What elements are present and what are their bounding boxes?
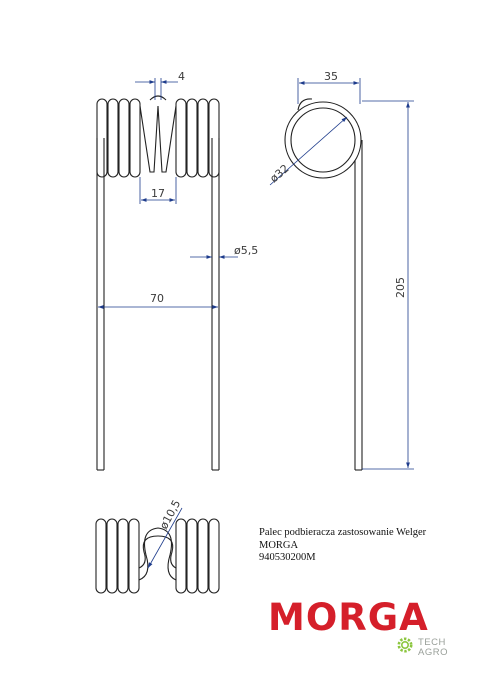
logo-tagline	[418, 638, 448, 658]
dim-wire-diameter: ø5,5	[234, 244, 259, 257]
bottom-view	[96, 519, 219, 593]
logo-wordmark: MORGA	[268, 596, 429, 639]
side-coil-outer	[285, 102, 361, 178]
part-caption	[259, 527, 426, 565]
caption-description: Palec podbieracza zastosowanie Welger	[259, 527, 427, 538]
front-center-bridge	[140, 106, 158, 172]
dim-coil-gap: 4	[178, 70, 185, 83]
side-coil-inner	[291, 108, 355, 172]
bottom-right-coil	[176, 519, 219, 593]
gear-icon	[396, 636, 414, 654]
front-view	[97, 96, 219, 470]
dim-hook-diameter: ø10,5	[157, 497, 184, 532]
caption-brand: MORGA	[259, 539, 299, 551]
side-view	[285, 99, 362, 470]
dim-total-height: 205	[394, 277, 407, 298]
dim-leg-spacing: 70	[150, 292, 164, 305]
logo-tagline-agro: AGRO	[418, 647, 448, 658]
caption-part-number: 940530200M	[259, 552, 316, 563]
bottom-left-coil	[96, 519, 139, 593]
logo-tagline-tech: TECH	[418, 637, 446, 648]
dim-leg-spacing-inner: 17	[151, 187, 165, 200]
dim-coil-width: 35	[324, 70, 338, 83]
morga-logo	[268, 596, 460, 672]
dim-coil-diameter: ø32	[267, 161, 292, 186]
